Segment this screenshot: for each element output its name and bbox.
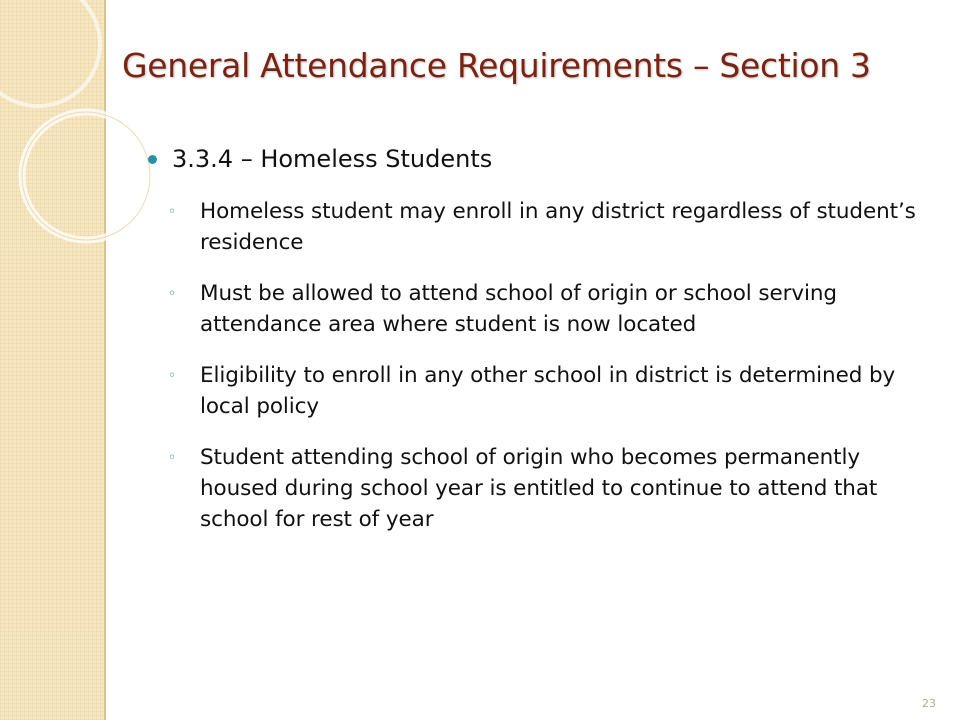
- slide-content: [148, 142, 928, 555]
- slide-number: 23: [922, 697, 936, 710]
- sub-bullet-item: [168, 278, 928, 340]
- main-bullet-text: 3.3.4 – Homeless Students: [172, 145, 493, 173]
- sub-bullet-text: Must be allowed to attend school of origin or school serving attendance area where student is now located: [200, 281, 837, 337]
- sub-bullet-text: Homeless student may enroll in any district regardless of student’s residence: [200, 199, 916, 255]
- bullet-dot-icon: [148, 155, 157, 164]
- ring-bullet-icon: ◦: [168, 368, 177, 384]
- main-bullet: [148, 142, 928, 176]
- sub-bullet-list: [148, 196, 928, 535]
- sub-bullet-item: [168, 360, 928, 422]
- sub-bullet-text: Student attending school of origin who becomes permanently housed during school year is entitled to continue to attend that school for rest of year: [200, 445, 878, 532]
- decorative-rings: [0, 0, 170, 260]
- sub-bullet-item: [168, 196, 928, 258]
- ring-bullet-icon: ◦: [168, 286, 177, 302]
- ring-bullet-icon: ◦: [168, 450, 177, 466]
- sub-bullet-text: Eligibility to enroll in any other school in district is determined by local policy: [200, 363, 896, 419]
- slide-title: General Attendance Requirements – Section 3: [122, 46, 871, 85]
- ring-bullet-icon: ◦: [168, 204, 177, 220]
- sub-bullet-item: [168, 442, 928, 535]
